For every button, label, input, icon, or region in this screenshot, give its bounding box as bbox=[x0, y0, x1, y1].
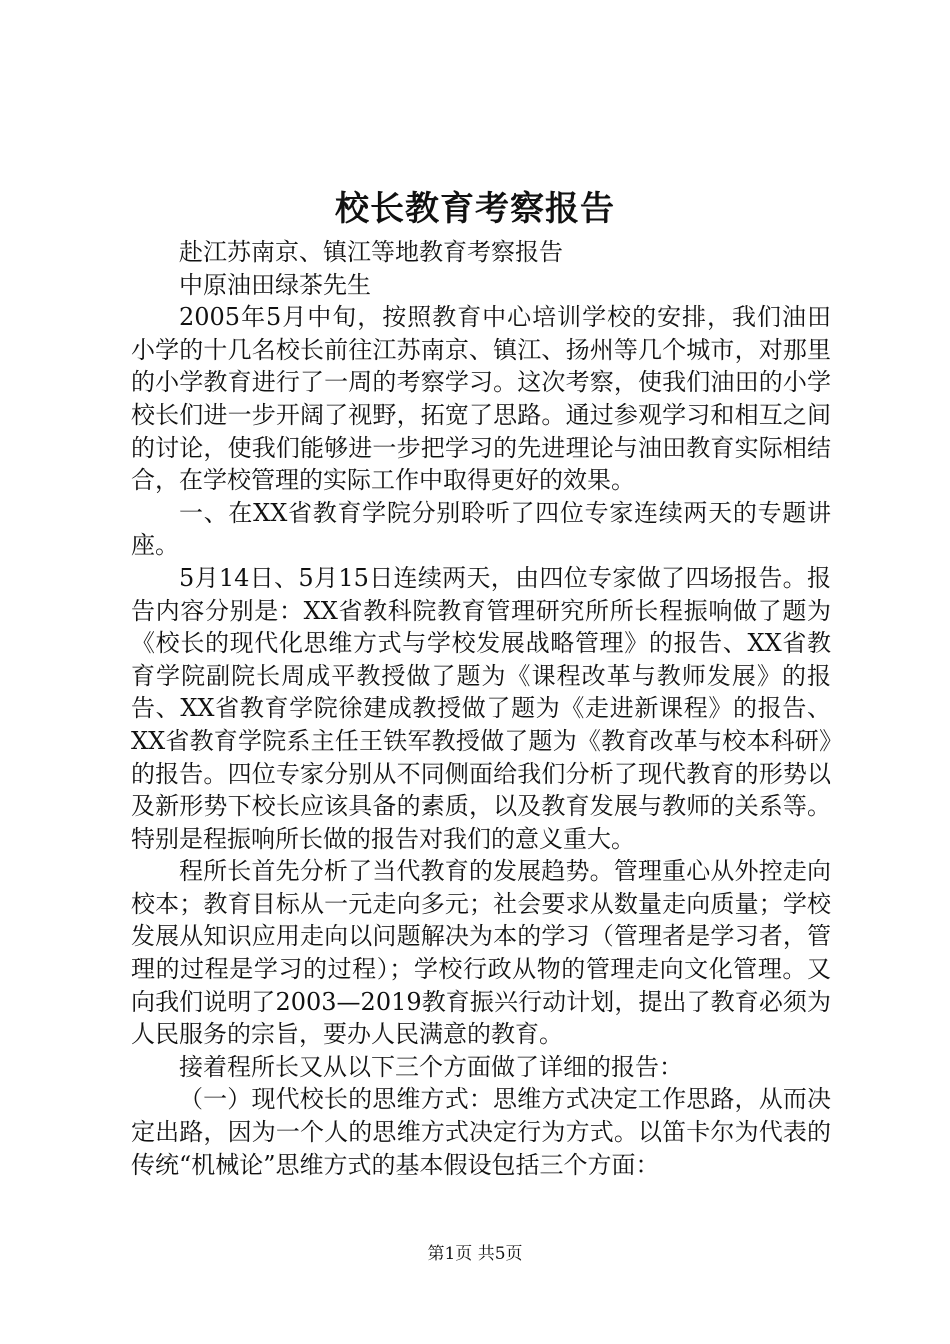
body-paragraph: 程所长首先分析了当代教育的发展趋势。管理重心从外控走向校本；教育目标从一元走向多元；社会要求从数量走向质量；学校发展从知识应用走向以问题解决为本的学习（管理者是学习者，管理的过程是学习的过程）；学校行政从物的管理走向文化管理。又向我们说明了2003—2019教育振兴行动计划，提出了教育必须为人民服务的宗旨，要办人民满意的教育。 bbox=[131, 857, 831, 1049]
body-paragraph: （一）现代校长的思维方式：思维方式决定工作思路，从而决定出路，因为一个人的思维方式决定行为方式。以笛卡尔为代表的传统“机械论”思维方式的基本假设包括三个方面： bbox=[131, 1085, 831, 1179]
body-paragraph: 2005年5月中旬，按照教育中心培训学校的安排，我们油田小学的十几名校长前往江苏南京、镇江、扬州等几个城市，对那里的小学教育进行了一周的考察学习。这次考察，使我们油田的小学校长们进一步开阔了视野，拓宽了思路。通过参观学习和相互之间的讨论，使我们能够进一步把学习的先进理论与油田教育实际相结合，在学校管理的实际工作中取得更好的效果。 bbox=[131, 303, 831, 495]
author-paragraph: 中原油田绿茶先生 bbox=[179, 270, 371, 299]
page-footer: 第1页 共5页 bbox=[427, 1244, 523, 1264]
document-body bbox=[131, 236, 831, 1181]
subtitle-paragraph: 赴江苏南京、镇江等地教育考察报告 bbox=[179, 238, 563, 266]
section-heading-paragraph: 一、在XX省教育学院分别聆听了四位专家连续两天的专题讲座。 bbox=[131, 498, 831, 560]
document-title: 校长教育考察报告 bbox=[335, 189, 615, 229]
body-paragraph: 5月14日、5月15日连续两天，由四位专家做了四场报告。报告内容分别是：XX省教科院教育管理研究所所长程振响做了题为《校长的现代化思维方式与学校发展战略管理》的报告、XX省教育学院副院长周成平教授做了题为《课程改革与教师发展》的报告、XX省教育学院徐建成教授做了题为《走进新课程》的报告、XX省教育学院系主任王铁军教授做了题为《教育改革与校本科研》的报告。四位专家分别从不同侧面给我们分析了现代教育的形势以及新形势下校长应该具备的素质，以及教育发展与教师的关系等。特别是程振响所长做的报告对我们的意义重大。 bbox=[131, 563, 831, 853]
body-paragraph: 接着程所长又从以下三个方面做了详细的报告： bbox=[179, 1052, 683, 1081]
